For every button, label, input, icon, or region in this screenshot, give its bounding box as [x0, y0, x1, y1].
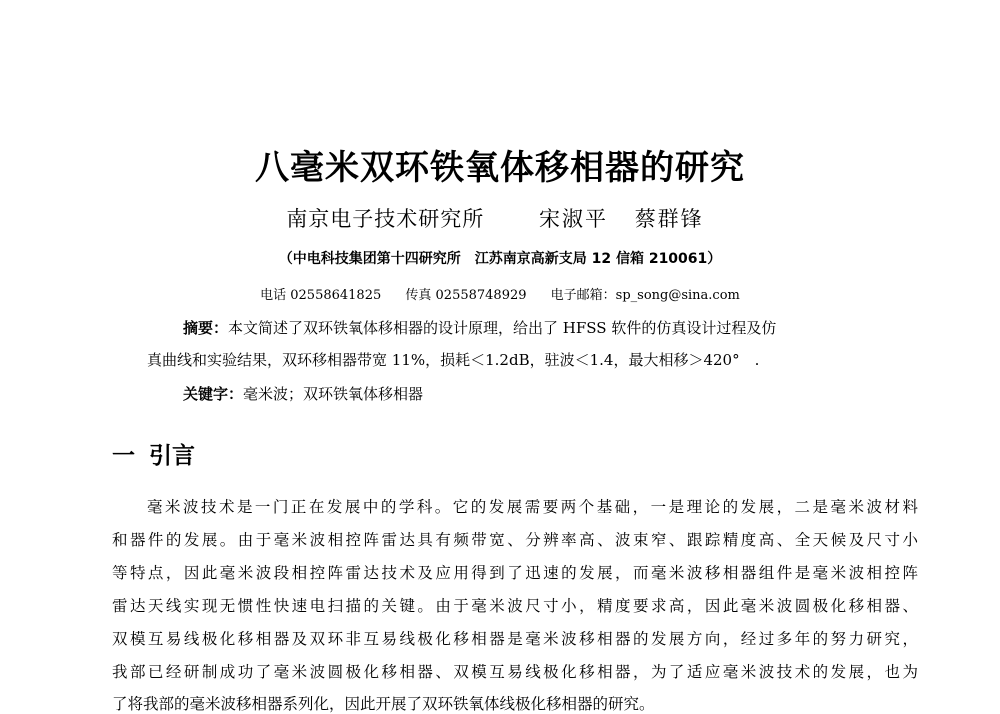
abstract-line-2: 真曲线和实验结果，双环移相器带宽 11%，损耗＜1.2dB，驻波＜1.4，最大相移＞420° .	[147, 351, 760, 369]
contact-line	[0, 284, 1000, 303]
body-paragraph-line: 等特点，因此毫米波段相控阵雷达技术及应用得到了迅速的发展，而毫米波移相器组件是毫米波相控阵	[112, 564, 918, 582]
body-paragraph-line: 我部已经研制成功了毫米波圆极化移相器、双模互易线极化移相器，为了适应毫米波技术的发展，也为	[112, 663, 918, 681]
phone-number: 电话 02558641825	[260, 288, 382, 303]
body-paragraph-line: 双模互易线极化移相器及双环非互易线极化移相器是毫米波移相器的发展方向，经过多年的努力研究，	[112, 630, 918, 648]
keywords-text: 毫米波；双环铁氧体移相器	[243, 385, 424, 403]
author-name: 蔡群锋	[634, 207, 704, 231]
author-line	[0, 203, 1000, 233]
section-heading	[112, 437, 195, 470]
body-paragraph-line: 和器件的发展。由于毫米波相控阵雷达具有频带宽、分辨率高、波束窄、跟踪精度高、全天候及尺寸小	[112, 531, 918, 549]
abstract-label: 摘要：	[183, 319, 229, 337]
abstract-line-1	[183, 317, 776, 338]
email-address: 电子邮箱：sp_song@sina.com	[550, 288, 740, 303]
affiliation-address: （中电科技集团第十四研究所 江苏南京高新支局 12 信箱 210061）	[278, 251, 722, 267]
author-organization: 南京电子技术研究所	[286, 207, 485, 231]
fax-number: 传真 02558748929	[405, 288, 527, 303]
keywords-label: 关键字：	[183, 385, 244, 403]
body-paragraph-line: 毫米波技术是一门正在发展中的学科。它的发展需要两个基础，一是理论的发展，二是毫米波材料	[147, 498, 918, 516]
body-paragraph-line: 雷达天线实现无惯性快速电扫描的关键。由于毫米波尺寸小，精度要求高，因此毫米波圆极化移相器、	[112, 597, 918, 615]
section-number: 一	[112, 443, 135, 469]
abstract-text: 本文简述了双环铁氧体移相器的设计原理，给出了 HFSS 软件的仿真设计过程及仿	[228, 319, 777, 337]
section-title: 引言	[149, 443, 195, 469]
author-name: 宋淑平	[539, 207, 608, 231]
body-paragraph-line: 了将我部的毫米波移相器系列化，因此开展了双环铁氧体线极化移相器的研究。	[112, 695, 655, 713]
keywords-line	[183, 383, 423, 404]
page-title: 八毫米双环铁氧体移相器的研究	[255, 148, 745, 188]
